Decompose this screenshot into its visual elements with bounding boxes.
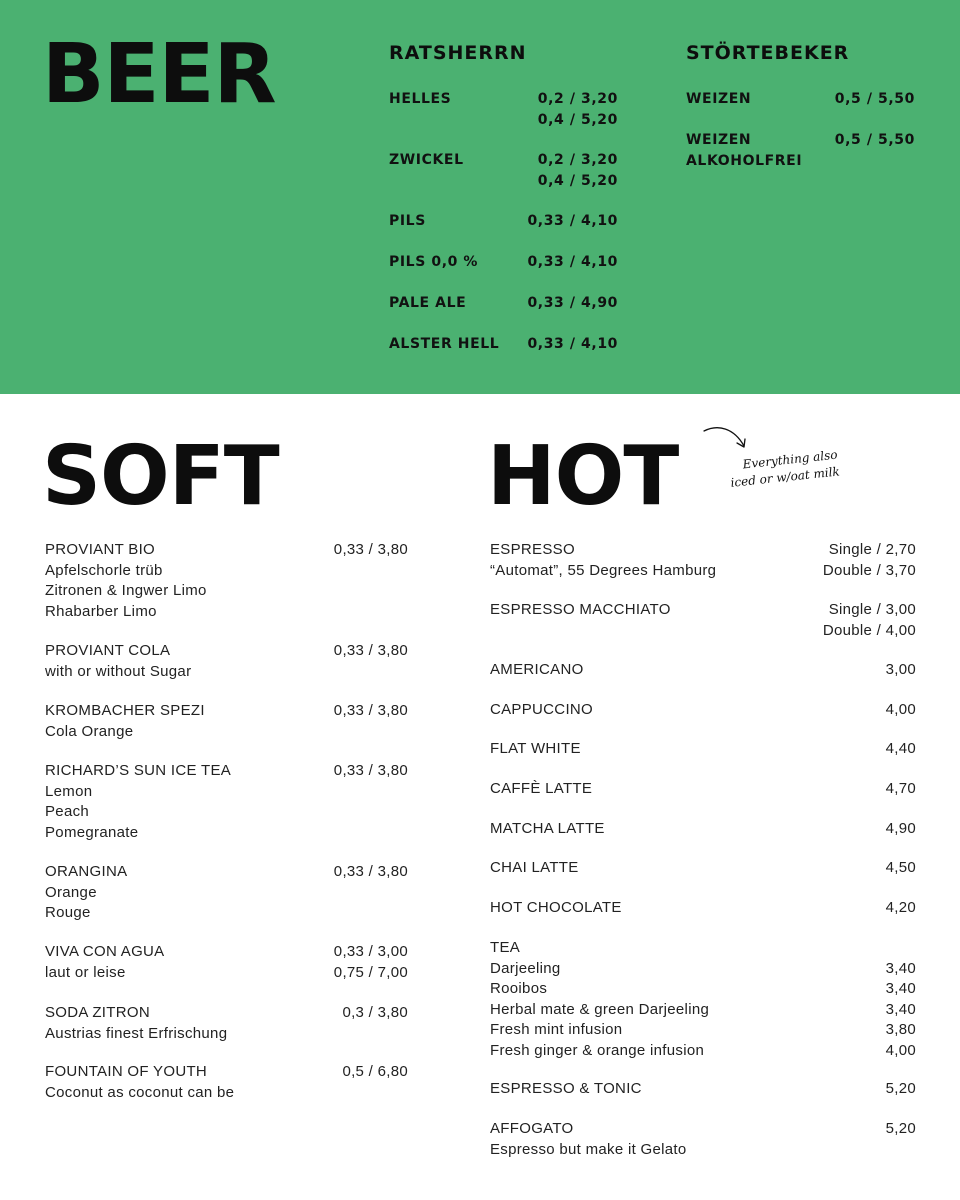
item-line: VIVA CON AGUA — [45, 943, 165, 960]
item-price: 0,3 / 3,80 — [342, 1004, 408, 1021]
beer-item-price: 0,5 / 5,50 — [834, 132, 915, 148]
item-line: CAPPUCCINO — [490, 701, 594, 718]
beer-item-price: 0,2 / 3,20 — [537, 152, 618, 168]
tea-price: 3,40 — [885, 959, 916, 977]
ratsherrn-heading: RATSHERRN — [389, 42, 527, 64]
stoertebeker-heading: STÖRTEBEKER — [686, 42, 850, 64]
item-prices — [886, 858, 916, 879]
item-description — [45, 701, 205, 742]
tea-price: 4,00 — [885, 1041, 916, 1059]
beer-item-name — [686, 130, 802, 171]
item-prices — [334, 641, 408, 662]
item-description — [45, 942, 165, 983]
item-description — [490, 819, 605, 840]
item-prices — [334, 942, 408, 983]
item-prices — [886, 700, 916, 721]
item-line: Peach — [45, 803, 90, 820]
item-description — [490, 938, 709, 1061]
item-description — [490, 700, 593, 721]
beer-title: BEER — [42, 27, 276, 122]
item-line: Coconut as coconut can be — [45, 1083, 235, 1101]
item-prices — [334, 761, 408, 782]
item-line: Zitronen & Ingwer Limo — [45, 582, 207, 599]
beer-item-name: ALSTER HELL — [389, 336, 500, 352]
item-line: Pomegranate — [45, 823, 139, 841]
tea-name: Fresh ginger & orange infusion — [490, 1041, 705, 1059]
item-prices — [886, 898, 916, 919]
item-price: Single / 2,70 — [828, 541, 916, 558]
item-line: RICHARD’S SUN ICE TEA — [45, 762, 232, 779]
item-line: SODA ZITRON — [45, 1004, 150, 1021]
item-prices — [342, 1062, 408, 1083]
beer-item-price: 0,33 / 4,10 — [527, 336, 618, 352]
item-description — [45, 862, 127, 924]
tea-title: TEA — [490, 939, 521, 956]
item-description — [490, 1079, 642, 1100]
item-line: FOUNTAIN OF YOUTH — [45, 1063, 208, 1080]
beer-item-name: PILS — [389, 213, 426, 229]
item-price: 0,33 / 3,80 — [333, 642, 408, 659]
beer-item-name: PALE ALE — [389, 295, 467, 311]
beer-item-name: HELLES — [389, 91, 452, 107]
item-prices — [334, 540, 408, 561]
beer-item-prices — [527, 211, 618, 232]
item-price: 5,20 — [885, 1080, 916, 1097]
item-prices — [334, 701, 408, 722]
tea-name: Herbal mate & green Darjeeling — [490, 1000, 710, 1018]
item-line: with or without Sugar — [45, 662, 192, 680]
item-prices — [823, 540, 916, 581]
note-line: Everything also — [742, 447, 839, 472]
tea-name: Rooibos — [490, 980, 548, 997]
item-description — [45, 641, 191, 682]
item-price: 4,50 — [885, 859, 916, 876]
item-prices — [886, 660, 916, 681]
item-description — [45, 540, 207, 622]
beer-item-prices — [538, 150, 618, 191]
item-price: 5,20 — [885, 1120, 916, 1137]
item-line: Apfelschorle trüb — [45, 561, 163, 579]
beer-item-price: 0,2 / 3,20 — [537, 91, 618, 107]
item-price: 0,33 / 3,80 — [333, 702, 408, 719]
beer-item-price: 0,5 / 5,50 — [834, 91, 915, 107]
beer-item-name-line: ALKOHOLFREI — [686, 152, 803, 169]
beer-item-price: 0,33 / 4,10 — [527, 213, 618, 229]
beer-item-price: 0,33 / 4,90 — [527, 295, 618, 311]
beer-item-price: 0,4 / 5,20 — [537, 111, 618, 128]
item-line: CHAI LATTE — [490, 859, 579, 876]
item-price: Double / 3,70 — [822, 561, 916, 579]
item-description — [490, 600, 671, 621]
item-description — [490, 739, 581, 760]
item-price: Single / 3,00 — [828, 601, 916, 618]
item-description — [490, 898, 622, 919]
item-line: Espresso but make it Gelato — [490, 1140, 687, 1158]
beer-item-name: ZWICKEL — [389, 152, 464, 168]
item-prices — [334, 862, 408, 883]
beer-item-name: WEIZEN — [686, 91, 752, 107]
beer-item-prices — [835, 130, 915, 151]
item-line: Lemon — [45, 782, 93, 800]
soft-title: SOFT — [42, 429, 279, 524]
item-price: 0,33 / 3,80 — [333, 541, 408, 558]
item-price: Double / 4,00 — [822, 621, 916, 639]
beer-item-prices — [527, 334, 618, 355]
item-prices — [886, 1079, 916, 1100]
item-line: AMERICANO — [490, 661, 584, 678]
tea-price: 3,80 — [885, 1021, 916, 1038]
beer-item-price: 0,4 / 5,20 — [537, 172, 618, 189]
item-line: ESPRESSO MACCHIATO — [490, 601, 671, 618]
item-line: CAFFÈ LATTE — [490, 780, 593, 797]
item-line: MATCHA LATTE — [490, 820, 605, 837]
item-description — [490, 660, 584, 681]
curved-arrow-icon — [700, 424, 750, 458]
item-price: 0,75 / 7,00 — [333, 963, 408, 981]
tea-name: Fresh mint infusion — [490, 1021, 623, 1038]
item-prices — [886, 739, 916, 760]
item-line: PROVIANT BIO — [45, 541, 156, 558]
item-line: Orange — [45, 883, 97, 901]
item-line: KROMBACHER SPEZI — [45, 702, 205, 719]
note-line: iced or w/oat milk — [729, 464, 841, 490]
item-description — [45, 1003, 227, 1044]
beer-item-prices — [835, 89, 915, 110]
item-description — [490, 540, 716, 581]
tea-price: 3,40 — [885, 1000, 916, 1018]
item-description — [45, 761, 231, 843]
item-line: Cola Orange — [45, 722, 134, 740]
item-prices — [886, 779, 916, 800]
item-line: ESPRESSO & TONIC — [490, 1080, 642, 1097]
item-line: Rhabarber Limo — [45, 602, 157, 620]
item-line: ORANGINA — [45, 863, 128, 880]
item-line: Rouge — [45, 904, 91, 921]
item-price: 4,00 — [885, 701, 916, 718]
item-description — [490, 1119, 687, 1160]
hot-title: HOT — [487, 429, 679, 524]
item-prices — [886, 1119, 916, 1140]
item-line: “Automat”, 55 Degrees Hamburg — [490, 561, 717, 579]
item-line: AFFOGATO — [490, 1120, 574, 1137]
item-price: 4,70 — [885, 780, 916, 797]
item-line: ESPRESSO — [490, 541, 575, 558]
item-line: Austrias finest Erfrischung — [45, 1024, 228, 1042]
item-price: 4,40 — [885, 740, 916, 757]
item-prices — [823, 600, 916, 641]
item-price: 4,20 — [885, 899, 916, 916]
item-description — [490, 779, 592, 800]
item-price: 0,5 / 6,80 — [342, 1063, 408, 1080]
beer-item-name-line: WEIZEN — [686, 132, 752, 148]
item-line: PROVIANT COLA — [45, 642, 171, 659]
item-prices — [342, 1003, 408, 1024]
item-prices — [886, 819, 916, 840]
tea-name: Darjeeling — [490, 959, 561, 977]
item-description — [490, 858, 579, 879]
item-description — [45, 1062, 234, 1103]
tea-price: 3,40 — [885, 980, 916, 997]
item-price: 0,33 / 3,80 — [333, 762, 408, 779]
beer-item-prices — [527, 293, 618, 314]
beer-item-prices — [527, 252, 618, 273]
beer-section — [0, 0, 960, 394]
item-price: 0,33 / 3,00 — [333, 943, 408, 960]
item-price: 0,33 / 3,80 — [333, 863, 408, 880]
item-prices — [886, 959, 916, 1062]
item-line: HOT CHOCOLATE — [490, 899, 622, 916]
item-price: 4,90 — [885, 820, 916, 837]
item-line: FLAT WHITE — [490, 740, 581, 757]
beer-item-prices — [538, 89, 618, 130]
item-line: laut or leise — [45, 963, 126, 981]
beer-item-price: 0,33 / 4,10 — [527, 254, 618, 270]
beer-item-name: PILS 0,0 % — [389, 254, 479, 270]
item-price: 3,00 — [885, 661, 916, 678]
